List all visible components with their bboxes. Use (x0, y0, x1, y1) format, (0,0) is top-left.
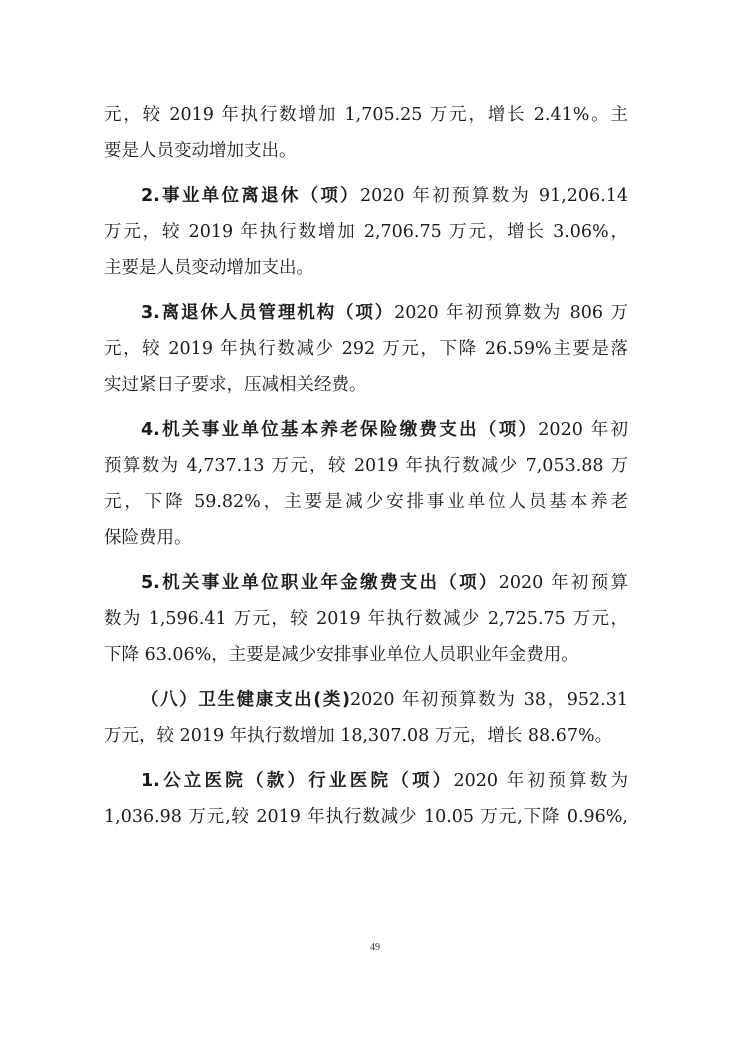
item-heading-line (104, 295, 628, 331)
item-heading: 1.公立医院（款）行业医院（项） (141, 771, 454, 791)
section-heading: （八）卫生健康支出(类) (141, 690, 350, 710)
text-line: 数为 1,596.41 万元，较 2019 年执行数减少 2,725.75 万元， (104, 609, 628, 629)
item-heading-line (104, 565, 628, 601)
paragraph-gap (104, 169, 628, 178)
item-heading-line (104, 763, 628, 799)
text-span: 2020 年初预算 (498, 573, 628, 593)
item-heading-line (104, 178, 628, 214)
text-line: 元，较 2019 年执行数减少 292 万元，下降 26.59%主要是落 (104, 339, 628, 359)
item-heading: 4.机关事业单位基本养老保险缴费支出（项） (141, 420, 539, 440)
text-span: 2020 年初预算数为 91,206.14 (359, 186, 628, 206)
item-heading-line (104, 412, 628, 448)
text-line: 元，较 2019 年执行数增加 1,705.25 万元，增长 2.41%。主 (104, 105, 628, 125)
paragraph-gap (104, 556, 628, 565)
item-heading: 3.离退休人员管理机构（项） (141, 303, 395, 323)
text-line: 主要是人员变动增加支出。 (104, 258, 314, 278)
paragraph-gap (104, 286, 628, 295)
item-heading: 5.机关事业单位职业年金缴费支出（项） (141, 573, 499, 593)
section-heading-line (104, 682, 628, 718)
text-span: 2020 年初预算数为 806 万 (394, 303, 628, 323)
text-line: 预算数为 4,737.13 万元，较 2019 年执行数减少 7,053.88 万 (104, 456, 628, 476)
text-line: 万元，较 2019 年执行数增加 18,307.08 万元，增长 88.67%。 (104, 726, 613, 746)
paragraph-gap (104, 403, 628, 412)
text-line: 下降 63.06%，主要是减少安排事业单位人员职业年金费用。 (104, 645, 579, 665)
paragraph-gap (104, 673, 628, 682)
item-heading: 2.事业单位离退休（项） (141, 186, 360, 206)
text-span: 2020 年初预算数为 38，952.31 (349, 690, 628, 710)
body-text (104, 97, 628, 835)
page-number: 49 (370, 942, 380, 953)
text-line: 实过紧日子要求，压减相关经费。 (104, 375, 367, 395)
text-line: 保险费用。 (104, 528, 192, 548)
text-span: 2020 年初预算数为 (453, 771, 628, 791)
text-line: 元，下降 59.82%，主要是减少安排事业单位人员基本养老 (104, 492, 628, 512)
text-line: 要是人员变动增加支出。 (104, 141, 297, 161)
paragraph-gap (104, 754, 628, 763)
text-line: 万元，较 2019 年执行数增加 2,706.75 万元，增长 3.06%， (104, 222, 628, 242)
text-span: 2020 年初 (538, 420, 628, 440)
text-line: 1,036.98 万元,较 2019 年执行数减少 10.05 万元,下降 0.96%, (104, 807, 628, 827)
